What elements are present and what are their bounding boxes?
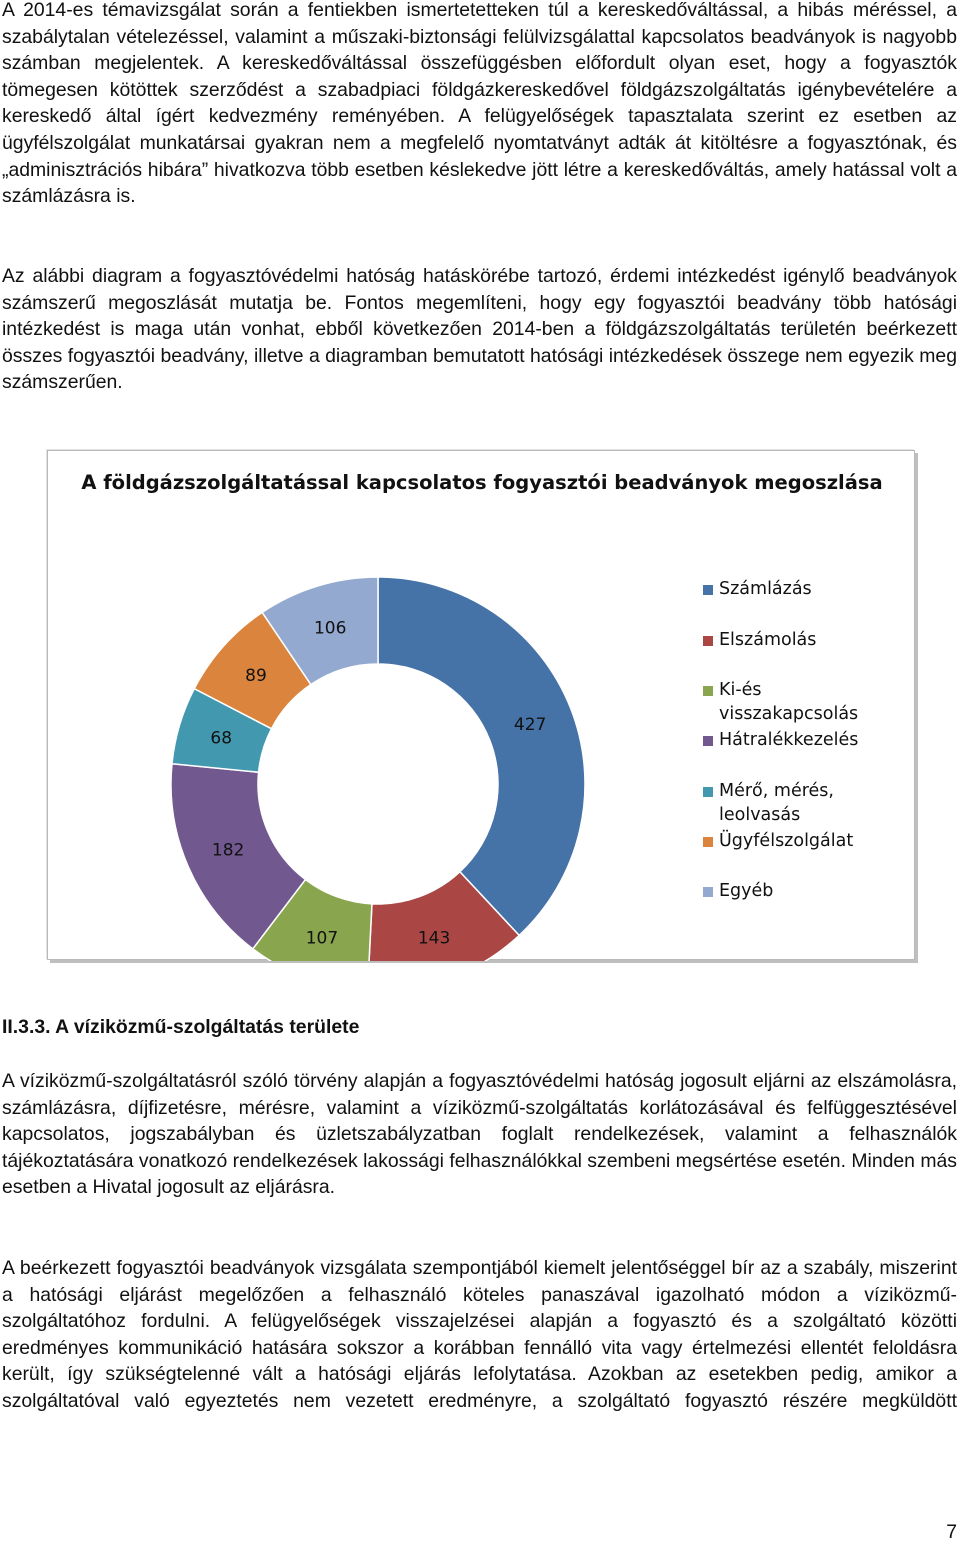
paragraph-kereskedovaltas: A 2014-es témavizsgálat során a fentiekben ismertetetteken túl a kereskedőváltással, a hibás méréssel, a szabálytalan vételezéssel, valamint a műszaki-biztonsági felülvizsgálattal kapcsolatos beadványok is nagyobb számban megjelentek. A kereskedőváltással összefüggésben előfordult olyan eset, hogy a fogyasztók tömegesen kötöttek szerződést a szabadpiaci földgázkereskedővel földgázszolgáltatás igénybevételére a kereskedő által ígért kedvezmény reményében. A felügyelőségek tapasztalata szerint ez esetben az ügyfélszolgálat munkatársai gyakran nem a megfelelő nyomtatványt adták át kitöltésre a fogyasztónak, és „adminisztrációs hibára” hivatkozva több esetben késlekedve jött létre a kereskedőváltás, amely hatással volt a számlázásra is. xyxy=(2,0,957,208)
section-heading: II.3.3. A víziközmű-szolgáltatás területe xyxy=(2,1016,360,1038)
legend-label: Számlázás xyxy=(719,579,812,599)
paragraph-diagram-intro: Az alábbi diagram a fogyasztóvédelmi hatóság hatáskörébe tartozó, érdemi intézkedést igénylő beadványok számszerű megoszlását mutatja be. Fontos megemlíteni, hogy egy fogyasztói beadvány több hatósági intézkedést is maga után vonhat, ebből következően 2014-ben a földgázszolgáltatás területén beérkezett összes fogyasztói beadvány, illetve a diagramban bemutatott hatósági intézkedések összege nem egyezik meg számszerűen. xyxy=(2,265,957,394)
paragraph-vizikozmu-jogkor: A víziközmű-szolgáltatásról szóló törvény alapján a fogyasztóvédelmi hatóság jogosult eljárni az elszámolásra, számlázásra, díjfizetésre, mérésre, valamint a víziközmű-szolgáltatás korlátozásával és felfüggesztésével kapcsolatos, jogszabályban és üzletszabályzatban foglalt rendelkezések, valamint a felhasználók tájékoztatására vonatkozó rendelkezések lakossági felhasználókkal szembeni megsértése esetén. Minden más esetben a Hivatal jogosult az eljárásra. xyxy=(2,1070,957,1199)
data-label: 427 xyxy=(513,715,547,736)
chart-container xyxy=(47,450,915,960)
paragraph-beadvanyok-vizsgalata: A beérkezett fogyasztói beadványok vizsgálata szempontjából kiemelt jelentőséggel bír az a szabály, miszerint a hatósági eljárást megelőzően a felhasználó köteles panaszával igazolható módon a víziközmű-szolgáltatóhoz fordulni. A felügyelőségek visszajelzései alapján a fogyasztó és a szolgáltató közötti eredményes kommunikáció hatására sokszor a korábban fennálló vita vagy értelmezési ellentét feloldásra került, így szükségtelenné vált a hatósági eljárás lefolytatása. Azokban az esetekben pedig, amikor a szolgáltatóval való egyeztetés nem vezetett eredményre, a szolgáltató fogyasztó részére megküldött xyxy=(2,1257,957,1412)
data-label: 182 xyxy=(211,840,245,861)
data-label: 107 xyxy=(305,928,339,949)
data-label: 143 xyxy=(417,928,451,949)
data-label: 68 xyxy=(210,728,233,749)
legend-swatch xyxy=(703,837,713,847)
legend-swatch xyxy=(703,736,713,746)
data-label: 106 xyxy=(313,618,347,639)
legend-swatch xyxy=(703,887,713,897)
legend-swatch xyxy=(703,585,713,595)
legend-label: Elszámolás xyxy=(719,630,817,650)
chart-title: A földgázszolgáltatással kapcsolatos fogyasztói beadványok megoszlása xyxy=(81,471,883,494)
legend-swatch xyxy=(703,636,713,646)
legend-label: Mérő, mérés, leolvasás xyxy=(719,781,834,825)
legend-label: Ügyfélszolgálat xyxy=(719,831,854,851)
legend-swatch xyxy=(703,686,713,696)
data-label: 89 xyxy=(245,666,267,687)
legend-swatch xyxy=(703,787,713,797)
doughnut-slice xyxy=(378,577,585,935)
page-number: 7 xyxy=(946,1521,957,1543)
legend-label: Hátralékkezelés xyxy=(719,730,859,750)
legend-label: Ki-és visszakapcsolás xyxy=(719,680,859,724)
legend-label: Egyéb xyxy=(719,881,774,901)
